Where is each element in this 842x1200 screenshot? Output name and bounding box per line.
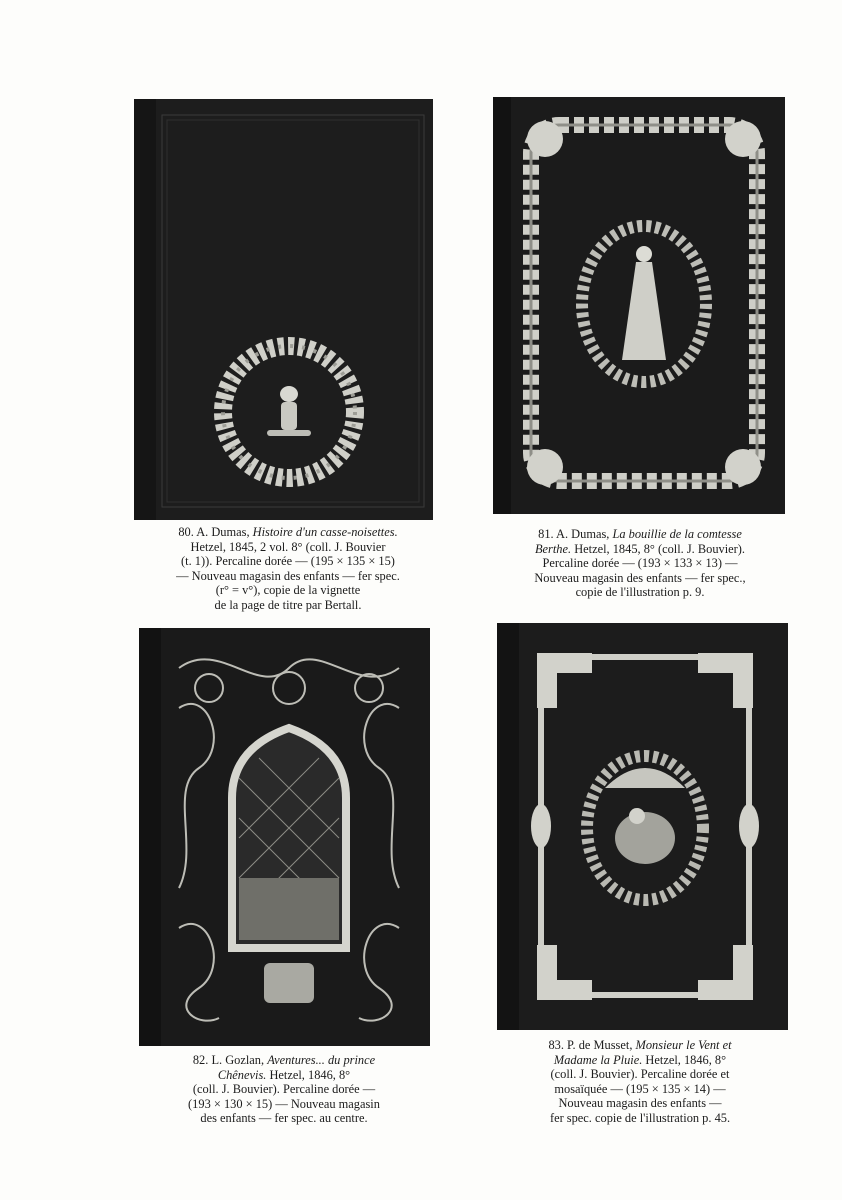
book-cover-82-photo <box>139 628 430 1046</box>
caption-text: Hetzel, 1846, 8° <box>266 1067 351 1082</box>
caption-line <box>490 556 790 571</box>
book-cover-83-photo <box>497 623 788 1030</box>
caption-text: Hetzel, 1846, 8° <box>642 1052 727 1067</box>
caption-80 <box>138 525 438 612</box>
caption-text: 80. A. Dumas, <box>178 525 253 539</box>
caption-title-text: La bouillie de la comtesse <box>612 527 742 541</box>
caption-text: copie de l'illustration p. 9. <box>575 585 705 599</box>
caption-line <box>490 1038 790 1053</box>
caption-text: Nouveau magasin des enfants — <box>558 1096 722 1110</box>
caption-line <box>138 525 438 540</box>
caption-line <box>490 527 790 542</box>
caption-line <box>490 1096 790 1111</box>
caption-text: des enfants — fer spec. au centre. <box>200 1111 368 1125</box>
caption-text: fer spec. copie de l'illustration p. 45. <box>549 1110 731 1125</box>
caption-title-text: Madame la Pluie. <box>553 1052 643 1067</box>
caption-title-text: Histoire d'un casse-noisettes. <box>252 525 398 539</box>
caption-line <box>134 1053 434 1068</box>
caption-text: 82. L. Gozlan, <box>192 1053 268 1067</box>
caption-line <box>490 1067 790 1082</box>
caption-line <box>134 1097 434 1112</box>
caption-text: Hetzel, 1845, 2 vol. 8° (coll. J. Bouvier <box>190 539 386 554</box>
caption-text: (t. 1)). Percaline dorée — (195 × 135 × 15) <box>181 554 395 568</box>
caption-line <box>134 1068 434 1083</box>
caption-text: 83. P. de Musset, <box>548 1038 636 1052</box>
caption-text: (coll. J. Bouvier). Percaline dorée — <box>192 1082 376 1096</box>
caption-text: (coll. J. Bouvier). Percaline dorée et <box>550 1067 730 1081</box>
caption-text: Hetzel, 1845, 8° (coll. J. Bouvier). <box>571 541 746 556</box>
caption-line <box>490 571 790 586</box>
caption-line <box>490 585 790 600</box>
caption-line <box>490 542 790 557</box>
caption-line <box>134 1082 434 1097</box>
caption-line <box>490 1053 790 1068</box>
caption-line <box>138 540 438 555</box>
book-cover-81-photo <box>493 97 785 514</box>
caption-text: (r° = v°), copie de la vignette <box>215 583 361 597</box>
caption-line <box>138 583 438 598</box>
caption-title-text: Aventures... du prince <box>267 1053 376 1067</box>
caption-81 <box>490 527 790 600</box>
book-cover-80-photo <box>134 99 433 520</box>
caption-text: 81. A. Dumas, <box>538 527 613 541</box>
caption-title-text: Monsieur le Vent et <box>635 1038 732 1052</box>
caption-text: (193 × 130 × 15) — Nouveau magasin <box>188 1096 380 1111</box>
caption-text: Nouveau magasin des enfants — fer spec., <box>534 570 746 585</box>
caption-line <box>490 1111 790 1126</box>
caption-text: — Nouveau magasin des enfants — fer spec. <box>176 568 400 583</box>
caption-line <box>138 554 438 569</box>
caption-line <box>138 598 438 613</box>
caption-line <box>490 1082 790 1097</box>
caption-text: Percaline dorée — (193 × 133 × 13) — <box>542 556 738 570</box>
caption-text: mosaïquée — (195 × 135 × 14) — <box>554 1081 726 1096</box>
caption-line <box>138 569 438 584</box>
caption-title-text: Chênevis. <box>217 1067 267 1082</box>
caption-82 <box>134 1053 434 1126</box>
caption-line <box>134 1111 434 1126</box>
caption-title-text: Berthe. <box>534 541 572 556</box>
caption-text: de la page de titre par Bertall. <box>214 597 362 612</box>
caption-83 <box>490 1038 790 1125</box>
